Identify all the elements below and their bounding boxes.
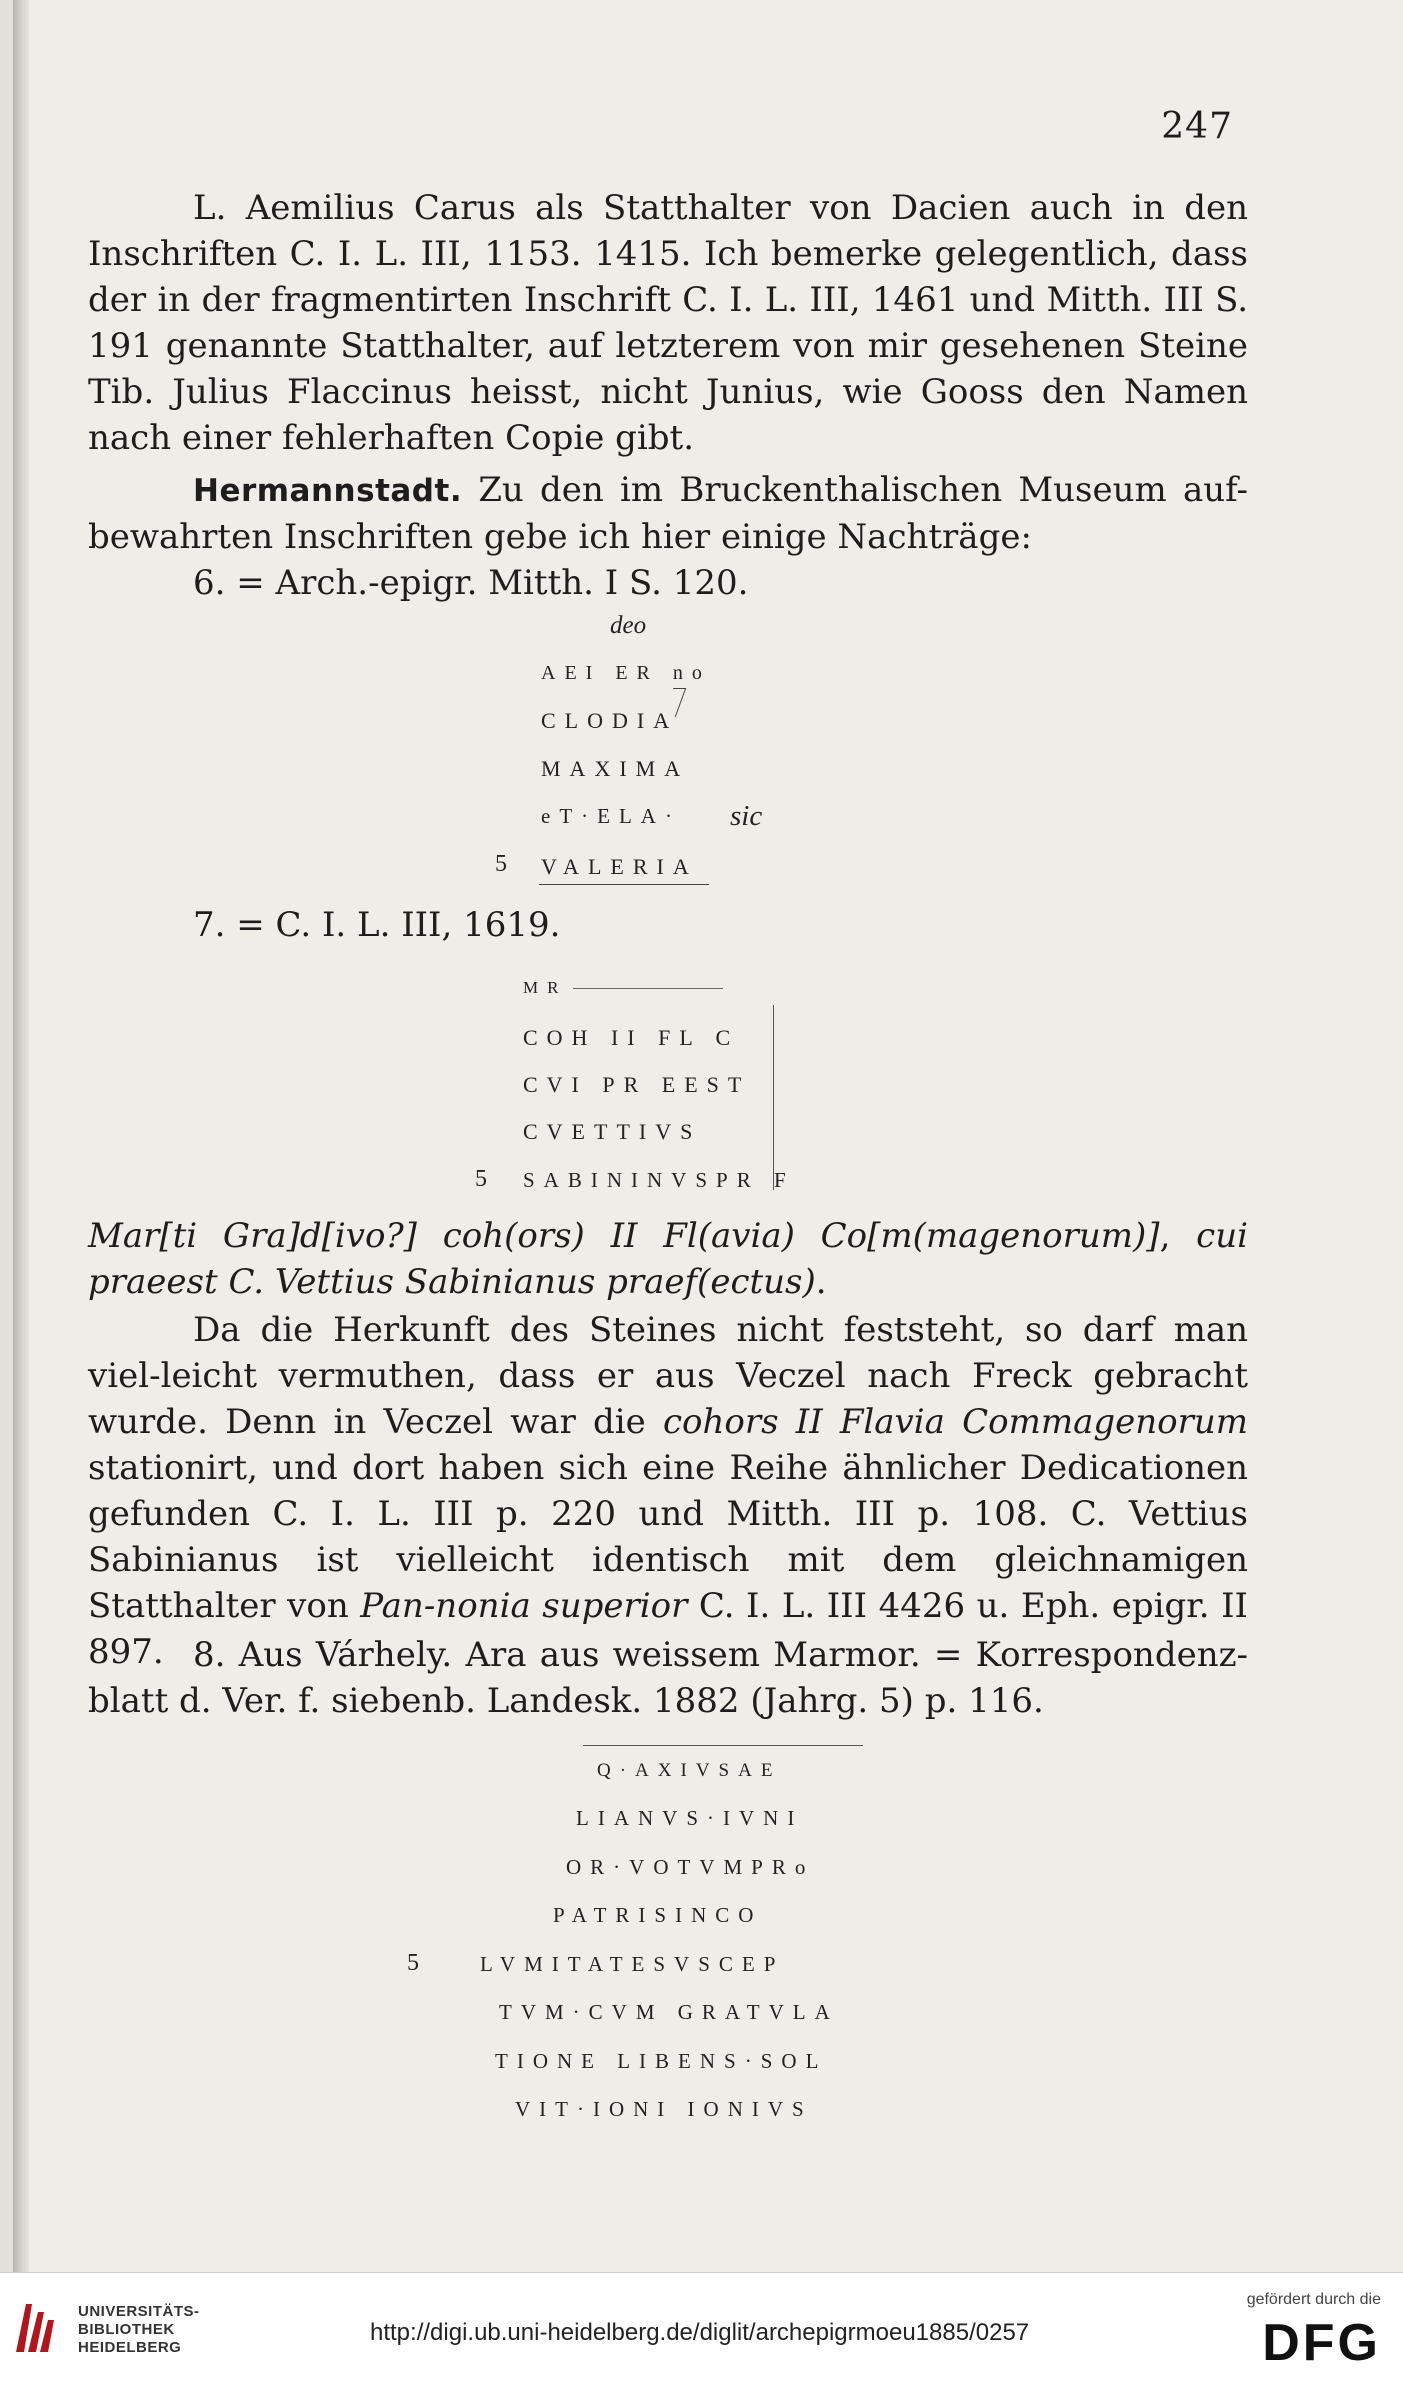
inscr7-line-2: COH II FL C [523,1025,740,1050]
item-7-reference: 7. = C. I. L. III, 1619. [193,905,561,945]
inscr8-line-4: PATRISINCO [553,1903,763,1927]
inscr8-top-line [583,1745,863,1746]
paragraph-carus [88,185,1248,461]
paragraph-carus-line1: L. Aemilius Carus als Statthalter von Dacien auch in den [193,188,1248,228]
inscr7-line-1: MR [523,978,568,997]
inscr6-line-6: VALERIA [541,854,698,879]
page-number: 247 [1161,106,1233,147]
ub-line-1: UNIVERSITÄTS- [78,2303,200,2320]
inscr7-break-line [573,988,723,989]
inscr7-line-3: CVI PR EEST [523,1072,751,1097]
herkunft-text-1: Da die Herkunft des Steines nicht feststeht, so darf man viel-leicht vermuthen, dass er aus Veczel nach Freck gebracht wurde. Denn in Veczel war die [88,1310,1248,1442]
ub-line-2: BIBLIOTHEK [78,2321,175,2338]
inscr8-line-number: 5 [407,1950,419,1976]
varhely-text: 8. Aus Várhely. Ara aus weissem Marmor. = Korrespondenz-blatt d. Ver. f. siebenb. Landesk. 1882 (Jahrg. 5) p. 116. [88,1635,1248,1721]
inscr8-line-2: LIANVS·IVNI [576,1806,804,1830]
paragraph-carus-rest: Inschriften C. I. L. III, 1153. 1415. Ich bemerke gelegentlich, dass der in der fragmentirten Inschrift C. I. L. III, 1461 und Mitth. III S. 191 genannte Statthalter, auf letzterem von mir gesehenen Steine Tib. Julius Flaccinus heisst, nicht Junius, wie Gooss den Namen nach einer fehlerhaften Copie gibt. [88,234,1248,458]
inscr6-line-2: AEI ER no [541,662,711,684]
inscr8-line-1: Q·AXIVSAE [597,1760,782,1781]
reading7-part-d: . [815,1262,827,1302]
inscr6-line-5: eT·ELA· [541,804,681,828]
inscr6-line-4: MAXIMA [541,756,690,781]
university-library-logo-icon [12,2298,60,2356]
inscr8-line-8: VIT·IONI IONIVS [515,2097,813,2121]
herkunft-text-4: Pan-nonia superior [360,1586,688,1626]
inscr8-line-5: LVMITATESVSCEP [480,1952,785,1976]
inscr8-line-3: OR·VOTVMPRo [566,1855,815,1879]
inscr6-underline [539,884,709,885]
heading-hermannstadt: Hermannstadt. [193,473,463,509]
item-6-reference: 6. = Arch.-epigr. Mitth. I S. 120. [193,563,749,603]
dfg-logo: DFG [1262,2314,1381,2372]
inscr6-line-1: deo [610,612,647,639]
inscr6-line-3: CLODIA [541,708,679,733]
reading7-part-b: , [1159,1216,1197,1256]
paragraph-herkunft [88,1307,1248,1675]
herkunft-text-5: C. I. L. III 4426 u. Eph. epigr. II 897. [88,1586,1248,1672]
paragraph-hermannstadt [88,467,1248,606]
item-7-block [88,902,1248,948]
inscr7-line-4: CVETTIVS [523,1119,702,1144]
inscr7-line-number: 5 [475,1166,487,1192]
reading-7 [88,1213,1248,1305]
inscr6-break-mark [663,688,687,717]
paragraph-varhely [88,1632,1248,1724]
herkunft-text-2: cohors II Flavia Commagenorum [662,1402,1248,1442]
inscr7-right-edge [767,1005,774,1190]
hermannstadt-text: Zu den im Bruckenthalischen Museum auf-bewahrten Inschriften gebe ich hier einige Nachträge: [88,470,1249,557]
ub-line-3: HEIDELBERG [78,2339,182,2356]
inscr8-line-6: TVM·CVM GRATVLA [499,2000,839,2024]
page-edge-shadow [13,0,29,2272]
reading7-part-a: Mar[ti Gra]d[ivo?] coh(ors) II Fl(avia) Co[m(magenorum)] [88,1216,1160,1256]
inscr7-line-5: SABININVSPR F [523,1168,795,1192]
herkunft-text-3: stationirt, und dort haben sich eine Reihe ähnlicher Dedicationen gefunden C. I. L. III p. 220 und Mitth. III p. 108. C. Vettius Sabinianus ist vielleicht identisch mit dem gleichnamigen Statthalter von [88,1448,1248,1626]
inscr8-line-7: TIONE LIBENS·SOL [495,2049,828,2073]
permalink-url[interactable]: http://digi.ub.uni-heidelberg.de/diglit/archepigrmoeu1885/0257 [370,2319,1030,2346]
reading7-part-c: cui praeest C. Vettius Sabinianus praef(ectus) [88,1216,1248,1302]
inscr6-line-number: 5 [495,851,507,877]
university-library-name [78,2303,200,2357]
funded-by-label: gefördert durch die [1246,2291,1381,2308]
viewer-footer [0,2272,1403,2382]
inscr6-sic: sic [730,800,763,832]
scanned-page [13,0,1403,2272]
